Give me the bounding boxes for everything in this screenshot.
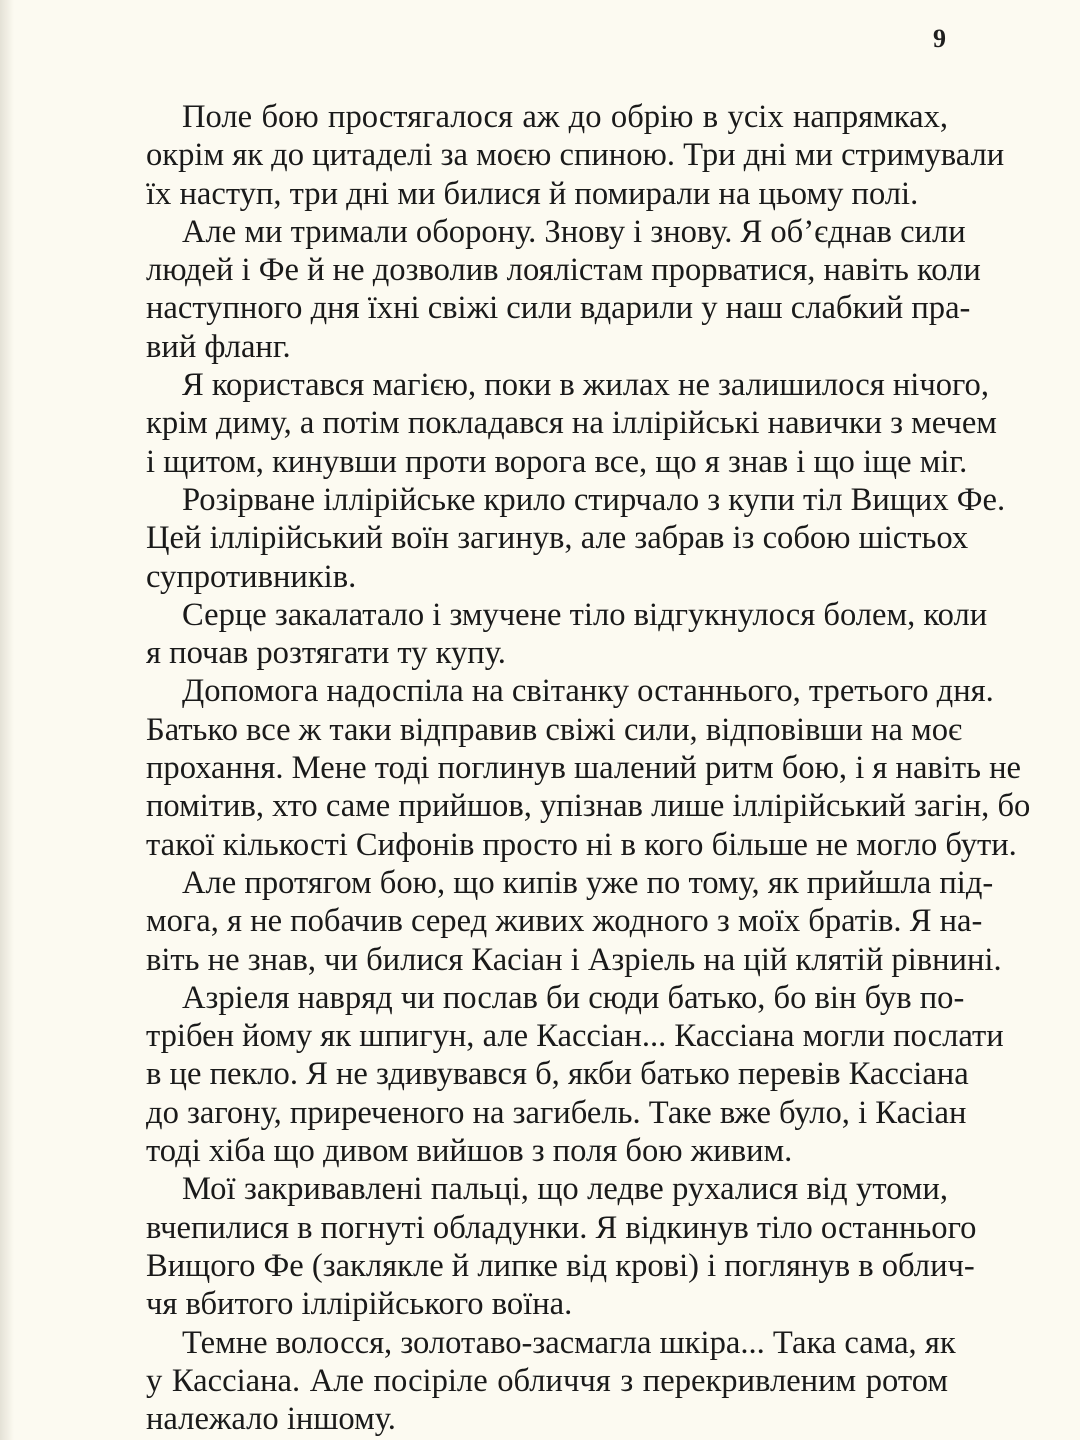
text-line: Азріеля навряд чи послав би сюди батько, бо він був по-: [182, 979, 965, 1016]
text-line: Але ми тримали оборону. Знову і знову. Я об’єднав сили: [182, 213, 966, 250]
paragraph: [146, 596, 988, 673]
paragraph: [146, 1170, 977, 1323]
text-line: я почав розтягати ту купу.: [146, 635, 506, 672]
text-line: вчепилися в погнуті обладунки. Я відкинув тіло останнього: [146, 1209, 977, 1246]
paragraph: [146, 481, 1006, 596]
text-line: належало іншому.: [146, 1401, 396, 1438]
text-line: трібен йому як шпигун, але Кассіан... Кассіана могли послати: [146, 1018, 1004, 1055]
text-line: тоді хіба що дивом вийшов з поля бою живим.: [146, 1133, 793, 1170]
text-line: Поле бою простягалося аж до обрію в усіх напрямках,: [182, 99, 948, 135]
text-line: віть не знав, чи билися Касіан і Азріель на цій клятій рівнині.: [146, 941, 1002, 978]
text-line: Допомога надоспіла на світанку останнього, третього дня.: [182, 673, 994, 710]
text-line: їх наступ, три дні ми билися й помирали на цьому полі.: [146, 175, 919, 212]
text-line: і щитом, кинувши проти ворога все, що я знав і що іще міг.: [146, 443, 968, 480]
text-line: вий фланг.: [146, 328, 291, 365]
page-number: 9: [933, 24, 946, 53]
text-line: помітив, хто саме прийшов, упізнав лише іллірійський загін, бо: [146, 788, 1031, 825]
text-line: людей і Фе й не дозволив лоялістам прорватися, навіть коли: [146, 252, 981, 289]
text-line: у Кассіана. Але посіріле обличчя з перекривленим ротом: [146, 1362, 948, 1399]
paragraph: [146, 366, 997, 481]
paragraph: [146, 98, 1005, 213]
text-line: Батько все ж таки відправив свіжі сили, відповівши на моє: [146, 711, 962, 748]
text-line: до загону, приреченого на загибель. Таке вже було, і Касіан: [146, 1094, 967, 1131]
paragraph: [146, 864, 1002, 979]
text-line: Цей іллірійський воїн загинув, але забрав із собою шістьох: [146, 520, 969, 557]
text-line: прохання. Мене тоді поглинув шалений ритм бою, і я навіть не: [146, 750, 1021, 787]
text-line: наступного дня їхні свіжі сили вдарили у наш слабкий пра-: [146, 290, 971, 327]
text-line: Я користався магією, поки в жилах не залишилося нічого,: [182, 367, 989, 404]
text-line: такої кількості Сифонів просто ні в кого більше не могло бути.: [146, 826, 1017, 863]
text-line: Серце закалатало і змучене тіло відгукнулося болем, коли: [182, 596, 988, 633]
text-line: Розірване іллірійське крило стирчало з купи тіл Вищих Фе.: [182, 481, 1006, 518]
text-line: окрім як до цитаделі за моєю спиною. Три дні ми стримували: [146, 137, 1005, 174]
text-line: в це пекло. Я не здивувався б, якби батько перевів Кассіана: [146, 1056, 969, 1093]
text-line: мога, я не побачив серед живих жодного з моїх братів. Я на-: [146, 903, 983, 940]
paragraph: [146, 213, 981, 366]
paragraph: [146, 1324, 956, 1439]
text-line: крім диму, а потім покладався на іллірійські навички з мечем: [146, 405, 997, 442]
text-line: супротивників.: [146, 558, 357, 595]
text-line: Вищого Фе (заклякле й липке від крові) і поглянув в облич-: [146, 1247, 975, 1284]
paragraph: [146, 979, 1004, 1170]
text-line: Темне волосся, золотаво-засмагла шкіра... Така сама, як: [182, 1324, 956, 1361]
text-line: Мої закривавлені пальці, що ледве рухалися від утоми,: [182, 1171, 948, 1208]
text-line: чя вбитого іллірійського воїна.: [146, 1286, 573, 1323]
body-text: [146, 98, 1031, 1438]
text-line: Але протягом бою, що кипів уже по тому, як прийшла під-: [182, 864, 994, 901]
paragraph: [146, 672, 1031, 863]
